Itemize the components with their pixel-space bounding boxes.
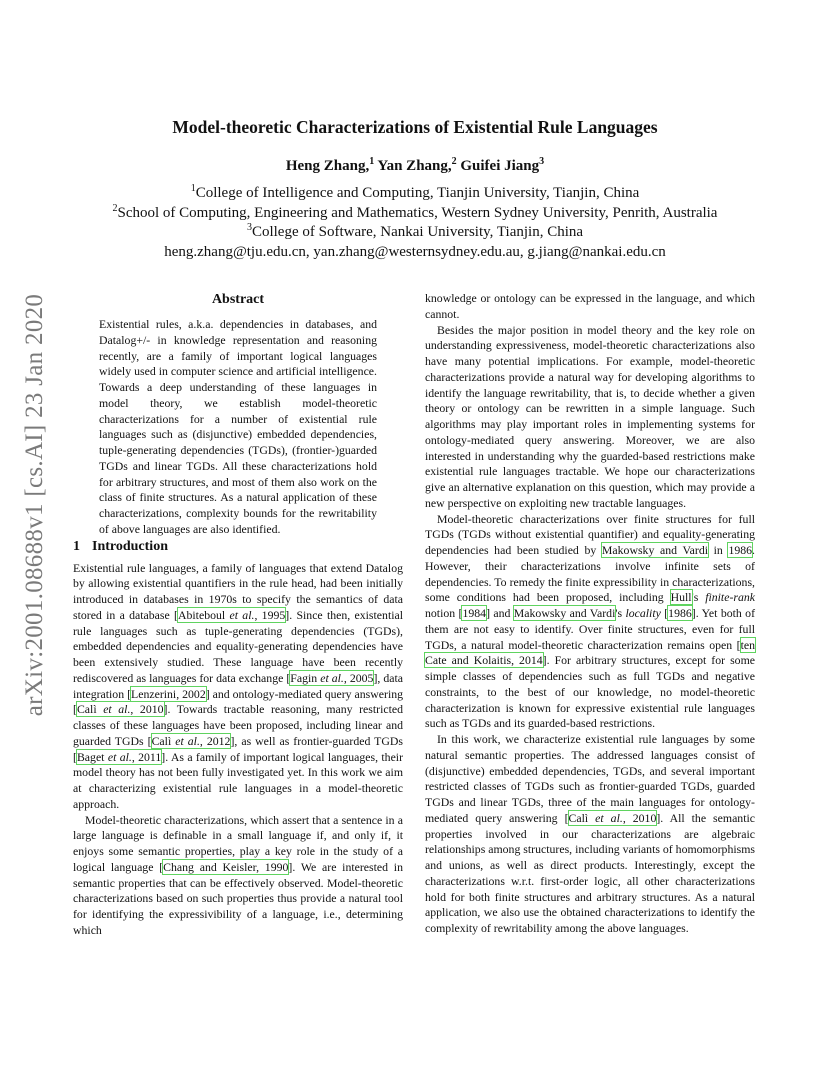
- citation-link[interactable]: Calì et al., 2010: [76, 702, 164, 717]
- author-emails: heng.zhang@tju.edu.cn, yan.zhang@westernsydney.edu.au, g.jiang@nankai.edu.cn: [164, 243, 666, 260]
- author-name: Yan Zhang,: [377, 158, 452, 174]
- citation-link[interactable]: 1984: [462, 606, 487, 620]
- intro-paragraph-1: Existential rule languages, a family of languages that extend Datalog by allowing existential quantifiers in the rule head, had been initially introduced in databases in 1970s to specify the semantics of data stored in a database [Abiteboul et al., 1995]. Since then, existential rule languages such as tuple-generating dependencies (TGDs), embedded dependencies and equality-generating dependencies have been extensively studied. These language have been recently rediscovered as languages for data exchange [Fagin et al., 2005], data integration [Lenzerini, 2002] and ontology-mediated query answering [Calì et al., 2010]. Towards tractable reasoning, many restricted classes of these languages have been proposed, including linear and guarded TGDs [Calì et al., 2012], as well as frontier-guarded TGDs [Baget et al., 2011]. As a family of important logical languages, their model theory has not been fully investigated yet. In this work we aim at characterizing existential rule languages in a model-theoretic approach.: [73, 560, 404, 811]
- intro-paragraph-5: In this work, we characterize existential rule languages by some natural semantic properties. The addressed languages consist of (disjunctive) embedded dependencies, TGDs, and several important restricted classes of TGDs such as frontier-guarded TGDs, guarded TGDs and linear TGDs, three of the main languages for ontology-mediated query answering [Calì et al., 2010]. All the semantic properties involved in our characterizations are algebraic relationships among structures, including variants of homomorphisms and unions, as well as direct products. Interestingly, except the characterizations w.r.t. first-order logic, all other characterizations hold for both finite structures and arbitrary structures. As a natural application, we also use the obtained characterizations to identify the complexity of rewritability among the above languages.: [425, 732, 755, 935]
- citation-link[interactable]: Chang and Keisler, 1990: [163, 859, 289, 874]
- citation-link[interactable]: Calì et al., 2012: [151, 733, 231, 748]
- author-name: Heng Zhang,: [285, 158, 370, 174]
- abstract-heading: Abstract: [211, 292, 265, 307]
- citation-link[interactable]: Hull: [670, 590, 692, 605]
- intro-paragraph-3: Besides the major position in model theory and the key role on understanding expressiveness, model-theoretic characterizations also have many potential implications. For example, model-theoretic characterizations provide a natural way for developing algorithms to identify the language rewritability, that is, to decide whether a given theory or ontology can be rewritten in a simple language. Such algorithms may play important roles in implementing systems for ontology-mediated query answering. Moreover, we are also interested in understanding why the guarded-based restrictions make existential rule languages tractable. We hope our characterizations give an alternative explanation on this question, which may provide a new perspective on exploiting new tractable languages.: [425, 322, 755, 510]
- intro-paragraph-2-continued: knowledge or ontology can be expressed in the language, and which cannot.: [425, 291, 755, 321]
- citation-link[interactable]: Fagin et al., 2005: [290, 670, 374, 685]
- citation-link[interactable]: 1986: [668, 606, 692, 620]
- citation-link[interactable]: 1986: [728, 543, 753, 557]
- intro-paragraph-2: Model-theoretic characterizations, which assert that a sentence in a large language is definable in a small language if, and only if, it enjoys some semantic properties, play a key role in the study of a logical language [Chang and Keisler, 1990]. We are interested in semantic properties that can be effectively observed. Model-theoretic characterizations based on such properties thus provide a natural tool for identifying the expressivibility of a language, i.e., determining which: [73, 812, 403, 937]
- affiliation: $^1$College of Intelligence and Computing, Tianjin University, Tianjin, China: [190, 183, 640, 201]
- citation-link[interactable]: ten Cate and Kolaitis, 2014: [425, 637, 755, 668]
- citation-link[interactable]: Makowsky and Vardi: [601, 543, 708, 557]
- citation-link[interactable]: Makowsky and Vardi: [513, 606, 616, 620]
- citation-link[interactable]: Abiteboul et al., 1995: [177, 607, 286, 622]
- citation-link[interactable]: Lenzerini, 2002: [131, 686, 206, 701]
- affiliation-block: [60, 184, 770, 262]
- arxiv-stamp: [12, 295, 58, 715]
- paper-title: Model-theoretic Characterizations of Existential Rule Languages: [172, 117, 658, 137]
- affiliation: $^3$College of Software, Nankai University, Tianjin, China: [246, 222, 584, 240]
- author-affil-mark: 2: [451, 156, 457, 167]
- intro-paragraph-4: Model-theoretic characterizations over finite structures for full TGDs (TGDs without existential quantifier) and equality-generating dependencies had been studied by Makowsky and Vardi in 1986. However, their characterizations involve infinite sets of dependencies. To remedy the finite expressibility in characterizations, some conditions had been proposed, including Hull's finite-rank notion [1984] and Makowsky and Vardi's locality [1986]. Yet both of them are not easy to identify. Over finite structures, even for full TGDs, a natural model-theoretic characterization remains open [ten Cate and Kolaitis, 2014]. For arbitrary structures, except for some simple classes of dependencies such as full TGDs and negative constraints, to the best of our knowledge, no model-theoretic characterization is known for expressive existential rule languages such as TGDs and its guarded-based restrictions.: [425, 511, 756, 731]
- author-name: Guifei Jiang: [460, 158, 540, 174]
- author-list: [60, 158, 770, 175]
- section-heading: 1 Introduction: [73, 538, 168, 554]
- arxiv-stamp-text: arXiv:2001.08688v1 [cs.AI] 23 Jan 2020: [21, 293, 49, 717]
- abstract-text: Existential rules, a.k.a. dependencies in databases, and Datalog+/- in knowledge representation and reasoning recently, are a family of important logical languages widely used in computer science and artificial intelligence. Towards a deep understanding of these languages in model theory, we establish model-theoretic characterizations for a number of existential rule languages such as (disjunctive) embedded dependencies, tuple-generating dependencies (TGDs), (frontier-)guarded TGDs and linear TGDs. All these characterizations hold for arbitrary structures, and most of them also work on the class of finite structures. As a natural application of these characterizations, complexity bounds for the rewritability of above languages are also identified.: [99, 317, 377, 536]
- author-affil-mark: 1: [369, 156, 375, 167]
- author-affil-mark: 3: [539, 156, 545, 167]
- citation-link[interactable]: Baget et al., 2011: [76, 749, 162, 764]
- left-column: [73, 291, 403, 939]
- right-column: [425, 291, 755, 937]
- citation-link[interactable]: Calì et al., 2010: [568, 810, 657, 825]
- affiliation: $^2$School of Computing, Engineering and Mathematics, Western Sydney University, Penrith, Australia: [112, 202, 718, 221]
